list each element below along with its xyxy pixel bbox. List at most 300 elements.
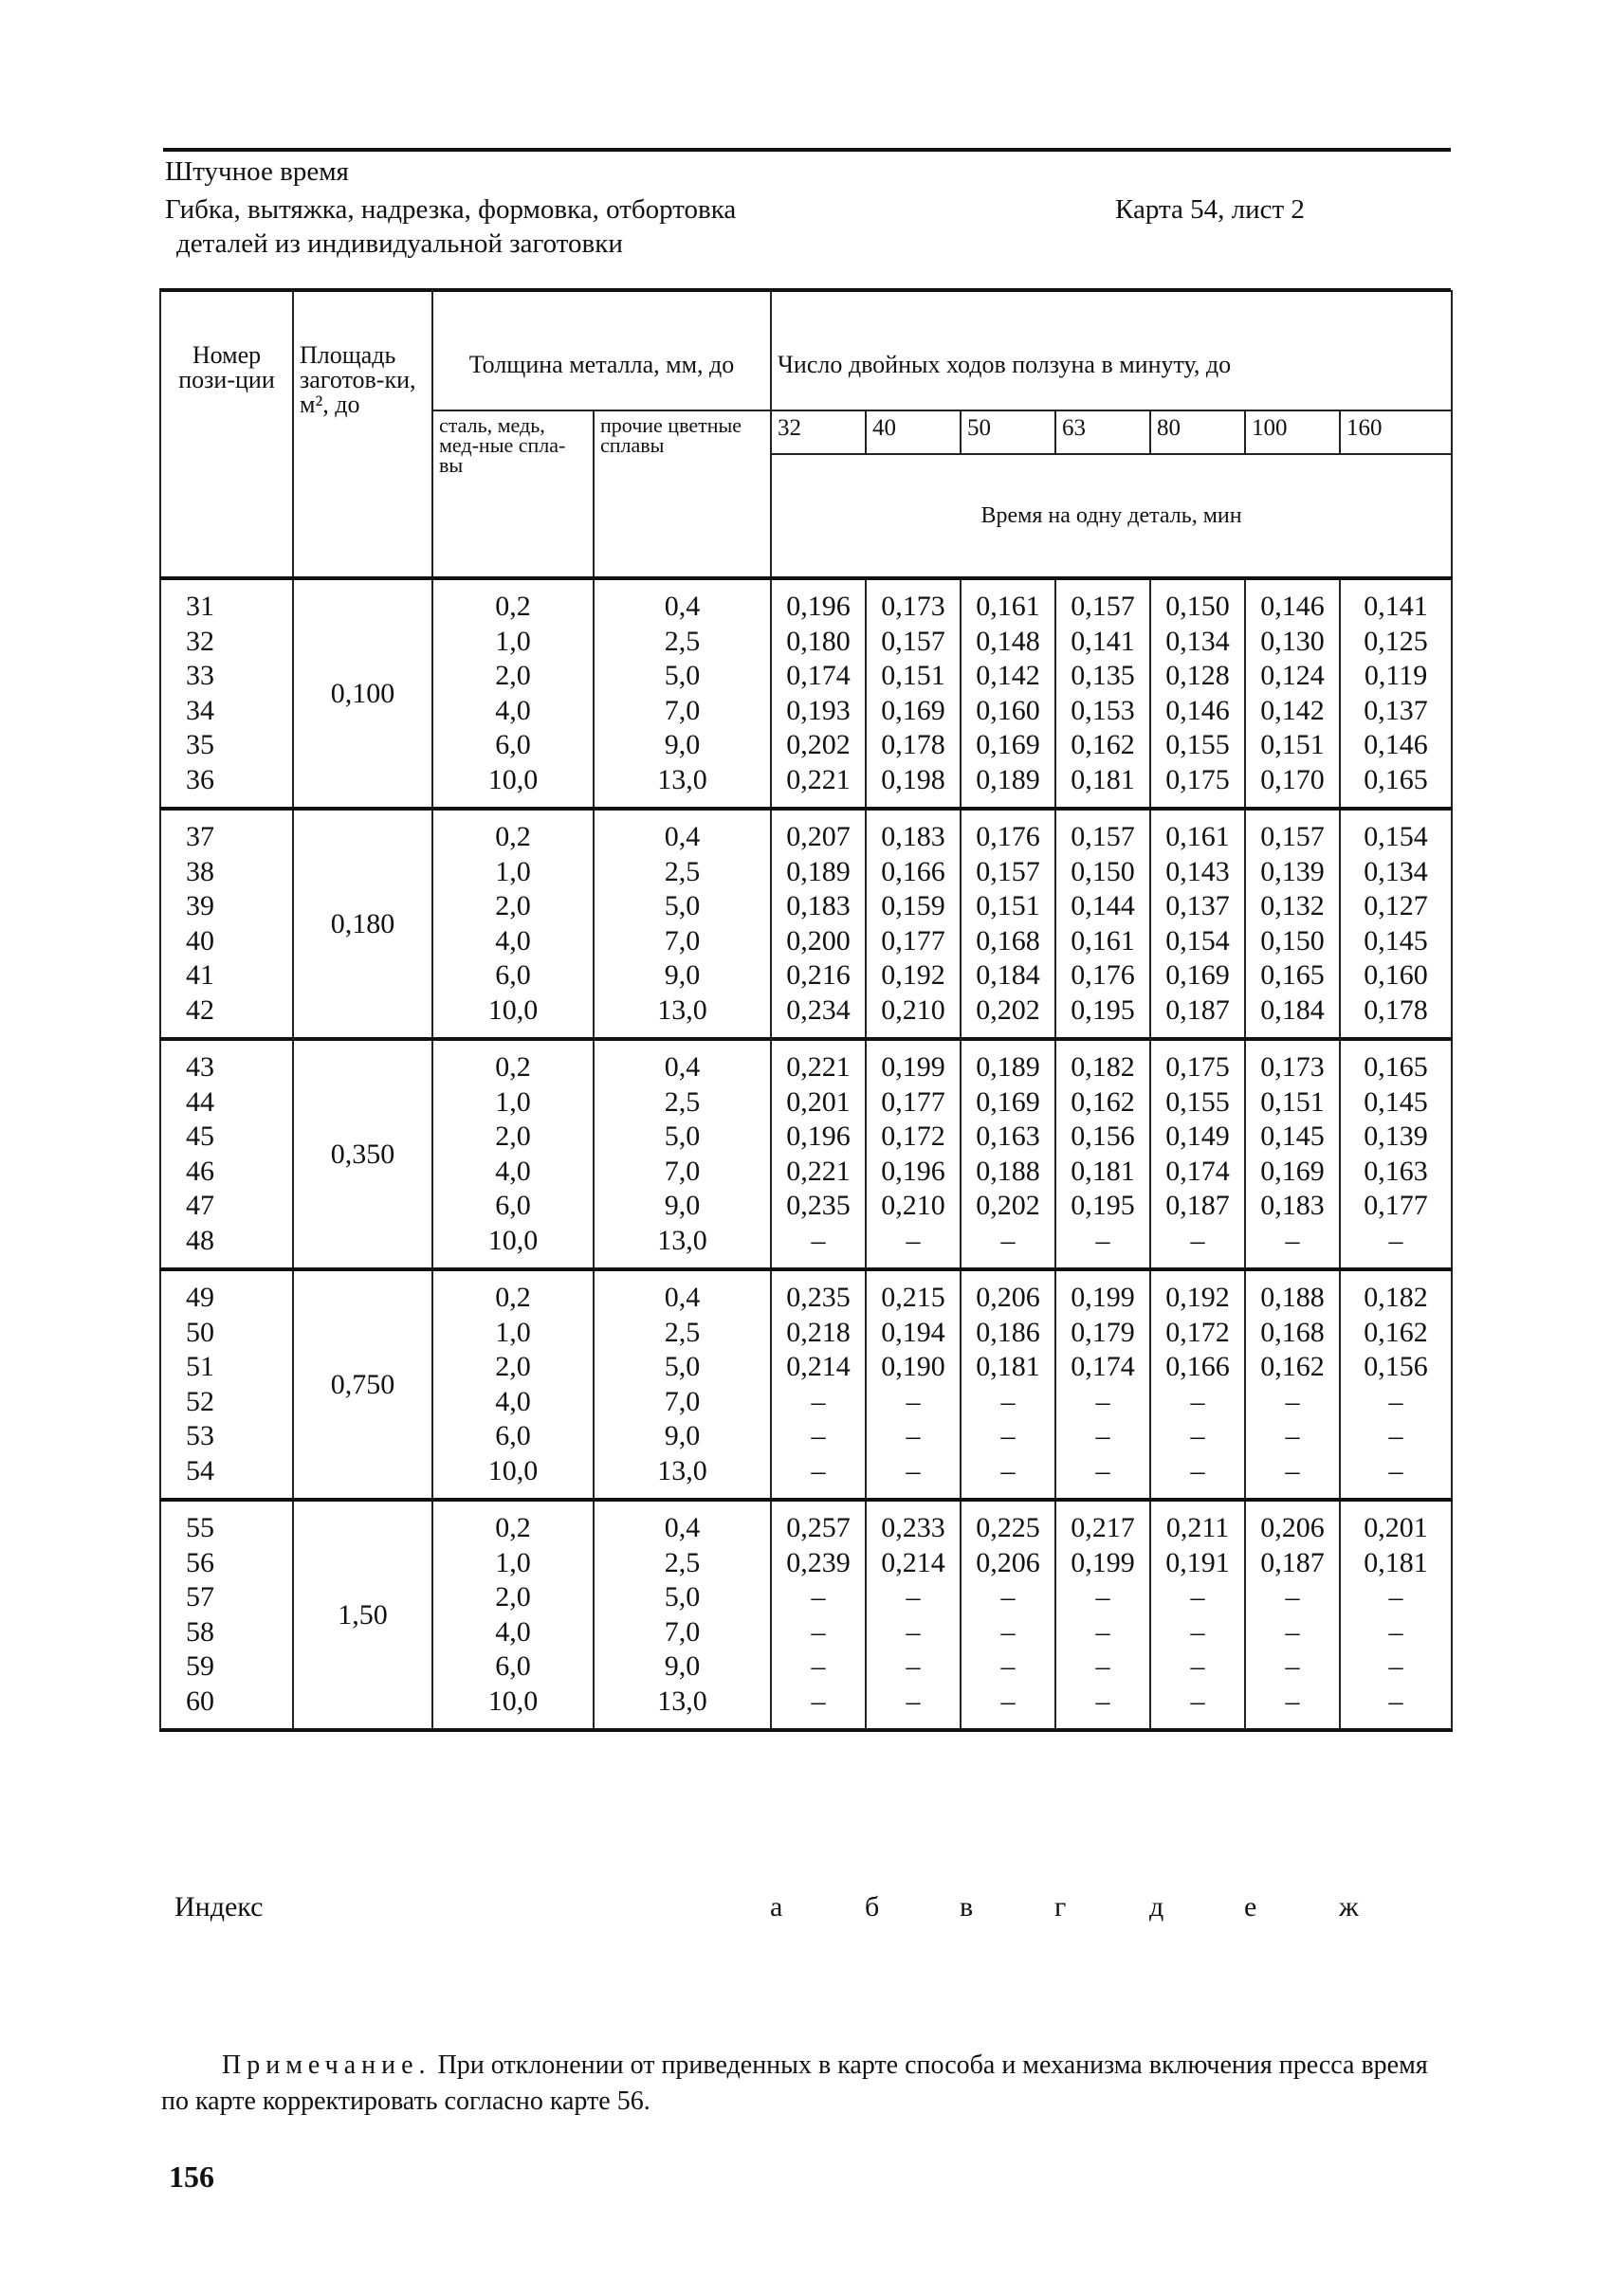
time-cell-value: –: [1285, 1615, 1300, 1648]
time-cell-value: 0,150: [1260, 924, 1325, 957]
time-cell-value: 0,216: [786, 959, 851, 991]
time-cell-value: 0,199: [1071, 1546, 1135, 1578]
time-cell-value: 0,150: [1165, 591, 1230, 622]
time-cell-value: 0,154: [1364, 821, 1428, 852]
time-cell-value: 0,172: [1165, 1316, 1230, 1348]
time-cell-value: 0,189: [976, 1051, 1040, 1083]
col-head-position: Номер пози-ции: [160, 290, 293, 578]
time-cell-value: 0,221: [786, 1155, 851, 1187]
time-cell: [961, 1500, 1055, 1730]
time-cell-value: 0,141: [1364, 591, 1428, 622]
time-cell-value: 0,195: [1071, 993, 1135, 1026]
time-cell-value: 0,181: [1364, 1546, 1428, 1578]
index-letter-d: д: [1149, 1891, 1164, 1922]
time-cell-value: 0,202: [976, 993, 1040, 1026]
time-cell: [1340, 1269, 1452, 1500]
time-cell-value: –: [1095, 1224, 1110, 1256]
other-thickness-cell-value: 5,0: [664, 890, 701, 921]
col-head-strokes: Число двойных ходов ползуна в минуту, до: [771, 290, 1452, 410]
time-cell-value: 0,139: [1364, 1121, 1428, 1152]
other-thickness-cell-value: 2,5: [664, 1546, 701, 1578]
steel-thickness-cell-value: 1,0: [495, 1316, 531, 1348]
area-cell: 0,180: [293, 809, 432, 1039]
time-cell: [771, 1039, 866, 1269]
time-cell-value: –: [1388, 1650, 1403, 1682]
steel-thickness-cell-value: 10,0: [487, 1454, 539, 1486]
position-cell-value: 49: [186, 1282, 214, 1313]
other-thickness-cell-value: 0,4: [664, 591, 701, 622]
time-cell-value: 0,177: [881, 1085, 945, 1118]
other-thickness-cell: [594, 1039, 771, 1269]
time-cell-value: –: [1388, 1385, 1403, 1417]
time-cell-value: 0,173: [881, 591, 945, 622]
col-head-steel: сталь, медь, мед-ные спла-вы: [432, 410, 594, 578]
time-cell-value: 0,163: [976, 1121, 1040, 1152]
time-cell-value: 0,170: [1260, 763, 1325, 795]
time-cell-value: 0,169: [1260, 1155, 1325, 1187]
steel-thickness-cell-value: 4,0: [495, 694, 531, 726]
time-cell: [771, 1269, 866, 1500]
time-cell-value: 0,165: [1260, 959, 1325, 991]
time-cell-value: –: [906, 1581, 921, 1613]
time-cell-value: 0,165: [1364, 763, 1428, 795]
steel-thickness-cell-value: 0,2: [495, 1051, 531, 1083]
time-cell-value: –: [1095, 1420, 1110, 1451]
time-cell-value: 0,155: [1165, 729, 1230, 760]
steel-thickness-cell-value: 6,0: [495, 1650, 531, 1682]
time-cell-value: 0,161: [1071, 924, 1135, 957]
time-cell-value: 0,168: [976, 924, 1040, 957]
steel-thickness-cell: [432, 809, 594, 1039]
time-cell-value: 0,221: [786, 763, 851, 795]
time-cell-value: 0,145: [1260, 1121, 1325, 1152]
area-cell: 0,350: [293, 1039, 432, 1269]
time-cell-value: –: [1000, 1224, 1016, 1256]
time-cell: [1150, 809, 1245, 1039]
time-cell: [1055, 1269, 1150, 1500]
time-cell: [866, 1039, 961, 1269]
time-cell-value: –: [906, 1385, 921, 1417]
time-cell-value: 0,239: [786, 1546, 851, 1578]
time-cell: [961, 1269, 1055, 1500]
time-cell-value: 0,124: [1260, 660, 1325, 691]
time-cell-value: 0,201: [786, 1085, 851, 1118]
position-cell: [160, 1039, 293, 1269]
time-cell-value: 0,176: [976, 821, 1040, 852]
other-thickness-cell: [594, 809, 771, 1039]
index-letter-b: б: [865, 1891, 880, 1922]
time-cell-value: 0,127: [1364, 890, 1428, 921]
time-cell-value: 0,151: [881, 660, 945, 691]
time-cell-value: 0,174: [1165, 1155, 1230, 1187]
position-cell-value: 46: [186, 1155, 214, 1187]
other-thickness-cell-value: 5,0: [664, 1581, 701, 1613]
other-thickness-cell-value: 2,5: [664, 625, 701, 657]
position-cell-value: 32: [186, 625, 214, 657]
time-cell-value: –: [1095, 1650, 1110, 1682]
position-cell-value: 56: [186, 1546, 214, 1578]
area-cell: 1,50: [293, 1500, 432, 1730]
position-cell-value: 47: [186, 1190, 214, 1221]
time-cell-value: 0,183: [881, 821, 945, 852]
time-cell-value: 0,214: [881, 1546, 945, 1578]
time-cell: [1340, 1039, 1452, 1269]
time-cell-value: 0,196: [786, 591, 851, 622]
steel-thickness-cell-value: 2,0: [495, 1581, 531, 1613]
steel-thickness-cell-value: 4,0: [495, 1615, 531, 1648]
time-cell-value: 0,188: [1260, 1282, 1325, 1313]
position-cell-value: 33: [186, 660, 214, 691]
time-cell-value: –: [1095, 1385, 1110, 1417]
time-cell-value: 0,196: [786, 1121, 851, 1152]
time-cell-value: 0,146: [1165, 694, 1230, 726]
time-cell-value: 0,178: [881, 729, 945, 760]
time-cell-value: 0,207: [786, 821, 851, 852]
time-cell-value: 0,183: [786, 890, 851, 921]
time-cell: [1245, 809, 1340, 1039]
time-cell-value: –: [1190, 1650, 1205, 1682]
steel-thickness-cell-value: 0,2: [495, 591, 531, 622]
time-cell-value: –: [811, 1650, 826, 1682]
time-cell: [1245, 1269, 1340, 1500]
other-thickness-cell-value: 9,0: [664, 1420, 701, 1451]
time-cell-value: –: [1190, 1615, 1205, 1648]
time-cell-value: –: [1285, 1224, 1300, 1256]
steel-thickness-cell: [432, 1269, 594, 1500]
time-cell-value: 0,175: [1165, 1051, 1230, 1083]
time-cell-value: 0,137: [1364, 694, 1428, 726]
position-cell-value: 54: [186, 1454, 214, 1486]
time-cell-value: 0,218: [786, 1316, 851, 1348]
time-cell-value: 0,146: [1260, 591, 1325, 622]
time-cell-value: 0,151: [976, 890, 1040, 921]
time-cell: [866, 809, 961, 1039]
other-thickness-cell-value: 7,0: [664, 1615, 701, 1648]
time-cell-value: –: [1000, 1581, 1016, 1613]
other-thickness-cell: [594, 578, 771, 809]
steel-thickness-cell-value: 10,0: [487, 763, 539, 795]
time-cell-value: –: [811, 1454, 826, 1486]
time-cell-value: 0,160: [976, 694, 1040, 726]
time-cell-value: 0,157: [976, 855, 1040, 887]
steel-thickness-cell: [432, 1039, 594, 1269]
time-cell-value: 0,257: [786, 1512, 851, 1543]
time-cell-value: 0,137: [1165, 890, 1230, 921]
index-letter-a: а: [770, 1891, 783, 1922]
time-cell-value: 0,157: [881, 625, 945, 657]
steel-thickness-cell-value: 2,0: [495, 1351, 531, 1382]
other-thickness-cell-value: 9,0: [664, 959, 701, 991]
time-cell-value: –: [811, 1581, 826, 1613]
table-row-group: [160, 1269, 1452, 1500]
time-cell-value: 0,157: [1260, 821, 1325, 852]
other-thickness-cell-value: 2,5: [664, 1316, 701, 1348]
time-cell-value: 0,210: [881, 1190, 945, 1221]
rpm-40: 40: [866, 410, 961, 454]
note-title: Примечание.: [222, 2050, 431, 2080]
position-cell-value: 41: [186, 959, 214, 991]
time-cell-value: 0,173: [1260, 1051, 1325, 1083]
time-cell-value: 0,177: [881, 924, 945, 957]
position-cell-value: 58: [186, 1615, 214, 1648]
position-cell-value: 53: [186, 1420, 214, 1451]
position-cell-value: 52: [186, 1385, 214, 1417]
area-cell: 0,750: [293, 1269, 432, 1500]
time-cell-value: 0,148: [976, 625, 1040, 657]
time-cell-value: 0,161: [976, 591, 1040, 622]
time-cell: [961, 578, 1055, 809]
position-cell-value: 42: [186, 993, 214, 1026]
time-cell-value: –: [1388, 1420, 1403, 1451]
col-head-thickness: Толщина металла, мм, до: [432, 290, 771, 410]
time-cell-value: 0,155: [1165, 1085, 1230, 1118]
time-cell-value: –: [1285, 1454, 1300, 1486]
time-cell: [771, 809, 866, 1039]
time-cell-value: 0,188: [976, 1155, 1040, 1187]
time-cell-value: 0,183: [1260, 1190, 1325, 1221]
time-cell: [1245, 578, 1340, 809]
time-cell-value: –: [1000, 1385, 1016, 1417]
time-cell-value: –: [1000, 1615, 1016, 1648]
time-cell-value: 0,181: [1071, 763, 1135, 795]
time-cell-value: –: [906, 1454, 921, 1486]
position-cell-value: 48: [186, 1224, 214, 1256]
time-cell-value: 0,214: [786, 1351, 851, 1382]
other-thickness-cell-value: 2,5: [664, 1085, 701, 1118]
time-cell-value: 0,169: [881, 694, 945, 726]
position-cell: [160, 1500, 293, 1730]
other-thickness-cell-value: 7,0: [664, 1155, 701, 1187]
time-cell-value: –: [906, 1224, 921, 1256]
other-thickness-cell: [594, 1269, 771, 1500]
other-thickness-cell-value: 5,0: [664, 1121, 701, 1152]
position-cell-value: 40: [186, 924, 214, 957]
time-cell-value: 0,166: [881, 855, 945, 887]
time-cell-value: –: [1000, 1454, 1016, 1486]
index-letter-g: г: [1054, 1891, 1067, 1922]
time-cell-value: –: [1388, 1685, 1403, 1717]
time-cell: [961, 809, 1055, 1039]
time-cell: [1055, 1039, 1150, 1269]
time-cell-value: 0,195: [1071, 1190, 1135, 1221]
time-cell-value: 0,141: [1071, 625, 1135, 657]
time-cell-value: 0,150: [1071, 855, 1135, 887]
position-cell-value: 44: [186, 1085, 214, 1118]
rpm-50: 50: [961, 410, 1055, 454]
time-cell-value: 0,191: [1165, 1546, 1230, 1578]
time-cell-value: –: [811, 1615, 826, 1648]
note-text: При отклонении от приведенных в карте способа и механизма включения пресса время по карте корректировать согласно карте 56.: [161, 2050, 1428, 2116]
time-cell: [1340, 578, 1452, 809]
time-cell-value: 0,174: [1071, 1351, 1135, 1382]
time-cell-value: 0,161: [1165, 821, 1230, 852]
steel-thickness-cell-value: 4,0: [495, 1385, 531, 1417]
time-cell: [1055, 809, 1150, 1039]
time-cell-value: 0,184: [976, 959, 1040, 991]
position-cell-value: 57: [186, 1581, 214, 1613]
other-thickness-cell-value: 0,4: [664, 1051, 701, 1083]
time-cell-value: –: [811, 1420, 826, 1451]
time-cell-value: 0,221: [786, 1051, 851, 1083]
time-cell-value: –: [811, 1385, 826, 1417]
steel-thickness-cell-value: 6,0: [495, 1420, 531, 1451]
position-cell-value: 35: [186, 729, 214, 760]
time-cell-value: 0,178: [1364, 993, 1428, 1026]
time-cell: [1245, 1500, 1340, 1730]
steel-thickness-cell-value: 0,2: [495, 821, 531, 852]
time-cell-value: 0,149: [1165, 1121, 1230, 1152]
position-cell: [160, 809, 293, 1039]
steel-thickness-cell-value: 10,0: [487, 993, 539, 1026]
time-cell-value: –: [1095, 1454, 1110, 1486]
position-cell-value: 45: [186, 1121, 214, 1152]
time-cell-value: –: [1000, 1685, 1016, 1717]
time-cell-value: –: [1190, 1385, 1205, 1417]
other-thickness-cell-value: 9,0: [664, 729, 701, 760]
other-thickness-cell-value: 13,0: [657, 1454, 707, 1486]
time-cell-value: 0,162: [1260, 1351, 1325, 1382]
time-cell-value: 0,235: [786, 1190, 851, 1221]
time-cell: [961, 1039, 1055, 1269]
time-cell-value: 0,215: [881, 1282, 945, 1313]
time-cell-value: 0,182: [1071, 1051, 1135, 1083]
time-cell-value: 0,163: [1364, 1155, 1428, 1187]
other-thickness-cell-value: 5,0: [664, 660, 701, 691]
time-cell-value: –: [1285, 1650, 1300, 1682]
steel-thickness-cell-value: 6,0: [495, 1190, 531, 1221]
time-cell-value: 0,154: [1165, 924, 1230, 957]
position-cell-value: 31: [186, 591, 214, 622]
index-label: Индекс: [174, 1891, 264, 1922]
time-cell-value: 0,202: [786, 729, 851, 760]
time-cell-value: 0,156: [1364, 1351, 1428, 1382]
steel-thickness-cell: [432, 1500, 594, 1730]
other-thickness-cell: [594, 1500, 771, 1730]
time-cell: [1150, 1039, 1245, 1269]
time-cell-value: 0,159: [881, 890, 945, 921]
time-cell: [1055, 1500, 1150, 1730]
position-cell-value: 36: [186, 763, 214, 795]
time-cell-value: 0,169: [976, 729, 1040, 760]
time-cell: [1150, 1269, 1245, 1500]
time-cell-value: –: [1190, 1420, 1205, 1451]
index-letter-e: е: [1244, 1891, 1257, 1922]
time-cell: [1055, 578, 1150, 809]
time-cell: [866, 1269, 961, 1500]
time-cell-value: 0,174: [786, 660, 851, 691]
time-cell: [1150, 1500, 1245, 1730]
rpm-100: 100: [1245, 410, 1340, 454]
time-cell-value: –: [906, 1420, 921, 1451]
time-cell-value: 0,162: [1364, 1316, 1428, 1348]
time-cell: [1340, 1500, 1452, 1730]
position-cell-value: 50: [186, 1316, 214, 1348]
other-thickness-cell-value: 9,0: [664, 1650, 701, 1682]
time-cell-value: 0,144: [1071, 890, 1135, 921]
steel-thickness-cell-value: 4,0: [495, 1155, 531, 1187]
time-cell-value: 0,192: [881, 959, 945, 991]
steel-thickness-cell-value: 0,2: [495, 1512, 531, 1543]
position-cell-value: 34: [186, 694, 214, 726]
other-thickness-cell-value: 0,4: [664, 821, 701, 852]
col-head-area: Площадь заготов-ки, м², до: [293, 290, 432, 578]
time-cell-value: –: [1000, 1420, 1016, 1451]
time-cell-value: –: [1388, 1615, 1403, 1648]
other-thickness-cell-value: 2,5: [664, 855, 701, 887]
time-cell-value: 0,169: [976, 1085, 1040, 1118]
other-thickness-cell-value: 9,0: [664, 1190, 701, 1221]
steel-thickness-cell-value: 6,0: [495, 729, 531, 760]
position-cell-value: 60: [186, 1685, 214, 1717]
time-cell-value: 0,128: [1165, 660, 1230, 691]
time-cell: [771, 1500, 866, 1730]
position-cell: [160, 1269, 293, 1500]
time-cell-value: 0,190: [881, 1351, 945, 1382]
other-thickness-cell-value: 13,0: [657, 993, 707, 1026]
position-cell-value: 51: [186, 1351, 214, 1382]
time-cell-value: 0,135: [1071, 660, 1135, 691]
note: [161, 2048, 1451, 2120]
area-cell: 0,100: [293, 578, 432, 809]
rpm-160: 160: [1340, 410, 1452, 454]
col-head-other-alloys: прочие цветные сплавы: [594, 410, 771, 578]
time-cell-value: 0,151: [1260, 729, 1325, 760]
steel-thickness-cell-value: 2,0: [495, 660, 531, 691]
position-cell-value: 37: [186, 821, 214, 852]
table-row-group: [160, 1500, 1452, 1730]
time-cell-value: 0,151: [1260, 1085, 1325, 1118]
time-cell-value: 0,162: [1071, 1085, 1135, 1118]
time-cell-value: 0,169: [1165, 959, 1230, 991]
time-cell-value: 0,193: [786, 694, 851, 726]
time-cell-value: 0,196: [881, 1155, 945, 1187]
steel-thickness-cell-value: 1,0: [495, 1085, 531, 1118]
time-cell: [771, 578, 866, 809]
time-cell-value: 0,187: [1165, 993, 1230, 1026]
time-cell-value: 0,211: [1165, 1512, 1230, 1543]
time-cell-value: 0,134: [1364, 855, 1428, 887]
time-norms-table: [159, 290, 1453, 1732]
rpm-63: 63: [1055, 410, 1150, 454]
time-cell-value: 0,168: [1260, 1316, 1325, 1348]
time-cell-value: –: [906, 1615, 921, 1648]
time-cell-value: 0,210: [881, 993, 945, 1026]
time-cell-value: –: [1285, 1685, 1300, 1717]
steel-thickness-cell: [432, 578, 594, 809]
steel-thickness-cell-value: 1,0: [495, 625, 531, 657]
time-cell-value: 0,157: [1071, 821, 1135, 852]
time-cell-value: –: [906, 1650, 921, 1682]
time-cell-value: 0,146: [1364, 729, 1428, 760]
time-cell-value: –: [1095, 1685, 1110, 1717]
time-cell-value: –: [1388, 1581, 1403, 1613]
time-cell-value: 0,166: [1165, 1351, 1230, 1382]
time-cell-value: 0,202: [976, 1190, 1040, 1221]
other-thickness-cell-value: 7,0: [664, 924, 701, 957]
time-cell-value: 0,179: [1071, 1316, 1135, 1348]
time-cell-value: 0,187: [1260, 1546, 1325, 1578]
time-cell-value: 0,139: [1260, 855, 1325, 887]
other-thickness-cell-value: 7,0: [664, 694, 701, 726]
time-cell-value: 0,225: [976, 1512, 1040, 1543]
time-cell: [866, 1500, 961, 1730]
page-number: 156: [169, 2159, 214, 2194]
position-cell-value: 55: [186, 1512, 214, 1543]
time-cell-value: 0,157: [1071, 591, 1135, 622]
index-letter-v: в: [960, 1891, 974, 1922]
time-cell-value: 0,234: [786, 993, 851, 1026]
steel-thickness-cell-value: 1,0: [495, 855, 531, 887]
